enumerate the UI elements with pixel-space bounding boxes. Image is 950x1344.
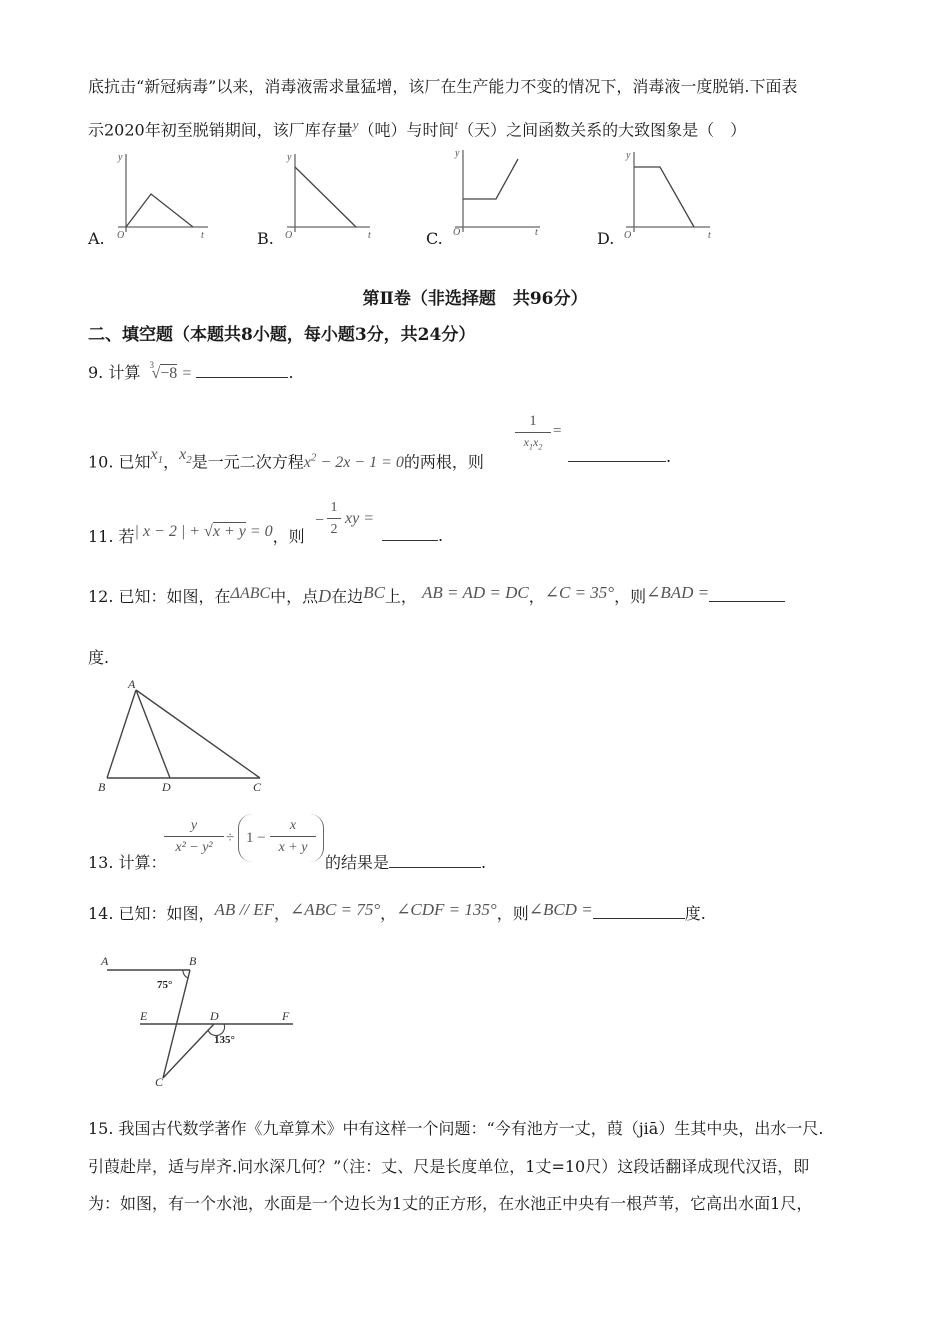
q10-x2 — [179, 446, 192, 467]
q13-bar1 — [164, 836, 224, 837]
q10-den-s2: 2 — [538, 442, 543, 452]
q14-then: ，则 — [496, 904, 529, 923]
q14-comma2: ， — [380, 904, 397, 923]
option-c-label[interactable]: C. — [426, 229, 443, 248]
q12 — [88, 585, 785, 609]
q13-den1: x² − y² — [175, 840, 213, 855]
q11-answer-blank[interactable] — [382, 526, 438, 541]
q12-comma: ， — [528, 587, 545, 606]
q10-den-x1: x — [523, 435, 529, 449]
q12-t4: ，则 — [614, 587, 647, 606]
q10-eq-x: x — [303, 454, 311, 472]
option-b-label[interactable]: B. — [257, 229, 274, 248]
graph-d-origin: O — [624, 230, 632, 241]
graph-a-t-label: t — [201, 230, 204, 241]
q10-answer-blank[interactable] — [568, 447, 666, 462]
graph-b-origin: O — [285, 230, 293, 241]
q12-label-b: B — [98, 780, 106, 794]
q13-den2: x + y — [278, 840, 308, 855]
q11-suffix: . — [438, 526, 444, 545]
graph-d-curve — [634, 167, 694, 227]
graph-a-origin: O — [117, 230, 125, 241]
q14-arc-75 — [183, 970, 188, 978]
q10-equation — [304, 454, 404, 471]
graph-c-curve — [463, 159, 518, 199]
q14-angle-75-label: 75° — [157, 979, 173, 991]
q12-angle-c: ∠C = 35° — [544, 583, 615, 602]
section-heading: 二、填空题（本题共8小题，每小题3分，共24分） — [88, 325, 476, 345]
q14-angle-cdf: ∠CDF = 135° — [396, 900, 497, 919]
q10-fraction — [515, 412, 551, 454]
q10-x2-sub: 2 — [186, 454, 192, 467]
q10-frac-den — [515, 435, 551, 454]
q10-eq-rest: − 2x − 1 = 0 — [316, 454, 404, 472]
graph-c-t-label: t — [535, 227, 538, 238]
q14-ask: ∠BCD = — [528, 900, 593, 919]
q13-fraction2 — [270, 817, 316, 856]
q14-label-c: C — [155, 1075, 164, 1089]
q12-t3: 上， — [384, 587, 417, 606]
q14-unit: 度. — [684, 904, 706, 923]
q8-var-t: t — [454, 117, 459, 132]
q8-option-graphs — [88, 142, 868, 252]
q14-label-a: A — [101, 954, 109, 968]
q11-then: ，则 — [272, 527, 305, 546]
q12-side-ab — [107, 690, 136, 778]
q9-root-index: 3 — [149, 360, 154, 370]
q12-figure — [95, 676, 275, 796]
q10-x1-sub: 1 — [157, 454, 164, 467]
q14-label-f: F — [282, 1009, 290, 1023]
q14-figure — [95, 950, 305, 1090]
q12-side-ac — [136, 690, 260, 778]
q15-line3: 为：如图，有一个水池，水面是一个边长为1丈的正方形，在水池正中央有一根芦苇，它高出水面1尺， — [88, 1194, 813, 1213]
q12-point-d: D — [318, 586, 332, 606]
q12-label-c: C — [253, 780, 262, 794]
q11-fraction — [327, 499, 341, 538]
q10-answer-line — [568, 447, 671, 466]
q12-label-a: A — [128, 677, 136, 691]
q8-var-y: y — [352, 117, 359, 132]
q12-side-ad — [136, 690, 170, 778]
q12-unit: 度. — [88, 648, 110, 667]
q11-eq0: = 0 — [245, 523, 273, 540]
q11-frac-num: 1 — [330, 500, 338, 515]
q14-comma: ， — [274, 904, 291, 923]
q10-frac-num: 1 — [529, 413, 537, 429]
q11-radical-sign: √ — [204, 523, 213, 540]
graph-c-y-label: y — [455, 148, 460, 159]
graph-d-y-label: y — [626, 150, 631, 161]
q8-line2-b: （吨）与时间 — [358, 120, 455, 140]
graph-a-y-label: y — [118, 152, 123, 163]
q14-answer-blank[interactable] — [593, 904, 685, 919]
q9-prefix: 9. 计算 — [88, 363, 141, 382]
q12-label-d: D — [162, 780, 171, 794]
q13-bar2 — [270, 836, 316, 837]
q12-t1: 中，点 — [270, 587, 319, 606]
q14-segment-dc — [163, 1024, 214, 1078]
q8-line2-c: （天）之间函数关系的大致图象是（ ） — [458, 120, 747, 140]
q9-radical-sign: √ — [151, 365, 161, 382]
q10 — [88, 447, 484, 480]
q14-label-b: B — [189, 954, 197, 968]
q14-label-e: E — [140, 1009, 148, 1023]
q10-den-s1: 1 — [529, 442, 533, 452]
q11-answer-line — [382, 526, 443, 545]
q11-radicand: x + y — [212, 523, 246, 540]
q8-line2 — [88, 114, 746, 141]
q13-prefix: 13. 计算： — [88, 853, 167, 872]
q15-line2: 引葭赴岸，适与岸齐.问水深几何？”（注：丈、尺是长度单位，1丈=10尺）这段话翻译成现代汉语，即 — [88, 1157, 810, 1176]
q9-eq: = — [182, 365, 192, 382]
option-a-label[interactable]: A. — [88, 229, 105, 248]
option-d-label[interactable]: D. — [597, 229, 615, 248]
q11-prefix: 11. 若 — [88, 527, 135, 546]
q14-prefix: 14. 已知：如图， — [88, 904, 215, 923]
q10-den-x2: x — [533, 435, 539, 449]
q10-comma: ， — [163, 452, 180, 472]
graph-b-curve — [295, 167, 356, 227]
q14-angle-135-label: 135° — [214, 1034, 235, 1046]
q13-result-text: 的结果是 — [325, 853, 390, 872]
q8-line1: 底抗击“新冠病毒”以来，消毒液需求量猛增，该厂在生产能力不变的情况下，消毒液一度脱销.下面表 — [88, 77, 798, 96]
q10-x1-var: x — [150, 446, 158, 464]
q13-one-minus: 1 − — [246, 830, 266, 846]
q12-answer-blank[interactable] — [709, 587, 785, 602]
q10-x1 — [150, 446, 164, 467]
q9 — [88, 362, 294, 385]
graph-c-origin: O — [453, 227, 461, 238]
q10-mid: 是一元二次方程 — [191, 452, 304, 472]
q9-answer-blank[interactable] — [196, 363, 288, 378]
q10-frac-bar — [515, 432, 551, 433]
q9-radicand: −8 — [160, 365, 178, 382]
q14 — [88, 900, 706, 925]
q12-ask: ∠BAD = — [646, 583, 710, 602]
q10-eq-sup: 2 — [310, 452, 317, 464]
q10-frac-eq: = — [553, 423, 562, 439]
q10-suffix: . — [666, 447, 672, 466]
q11-neg: − — [315, 512, 325, 529]
q11 — [88, 523, 305, 549]
q11-frac-den: 2 — [330, 522, 338, 537]
q11-xy: xy = — [345, 510, 374, 527]
q11-condition — [135, 523, 273, 540]
q15-line1: 15. 我国古代数学著作《九章算术》中有这样一个问题：“今有池方一丈，葭（jiā）生其中央，出水一尺. — [88, 1119, 824, 1138]
q12-triangle: ΔABC — [230, 585, 271, 602]
q14-parallel: AB // EF — [214, 900, 275, 919]
q13-answer-blank[interactable] — [389, 853, 481, 868]
q12-side-bc: BC — [363, 583, 385, 602]
q13-fraction1 — [164, 817, 224, 856]
q10-end: 的两根，则 — [403, 452, 484, 472]
q11-abs: | x − 2 | + — [134, 523, 205, 540]
graph-d-t-label: t — [708, 230, 711, 241]
q13-result — [325, 852, 486, 874]
q14-angle-abc: ∠ABC = 75° — [290, 900, 381, 919]
graph-b-y-label: y — [287, 152, 292, 163]
q9-cube-root — [151, 362, 177, 385]
q12-t2: 在边 — [331, 587, 364, 606]
q8-line2-a: 示2020年初至脱销期间，该厂库存量 — [88, 120, 353, 140]
q13-div: ÷ — [226, 830, 235, 846]
q12-condition: AB = AD = DC — [422, 583, 529, 602]
section-title: 第Ⅱ卷（非选择题 共96分） — [362, 289, 588, 309]
q13-num1: y — [190, 818, 198, 833]
graph-a-curve — [126, 194, 193, 227]
q10-prefix: 10. 已知 — [88, 452, 151, 472]
q14-label-d: D — [210, 1009, 219, 1023]
q13-suffix: . — [481, 853, 487, 872]
q13-num2: x — [289, 818, 297, 833]
q11-frac-bar — [327, 518, 341, 519]
q10-x2-var: x — [179, 446, 187, 464]
q9-suffix: . — [288, 363, 294, 382]
graph-b-t-label: t — [368, 230, 371, 241]
q12-prefix: 12. 已知：如图，在 — [88, 587, 231, 606]
